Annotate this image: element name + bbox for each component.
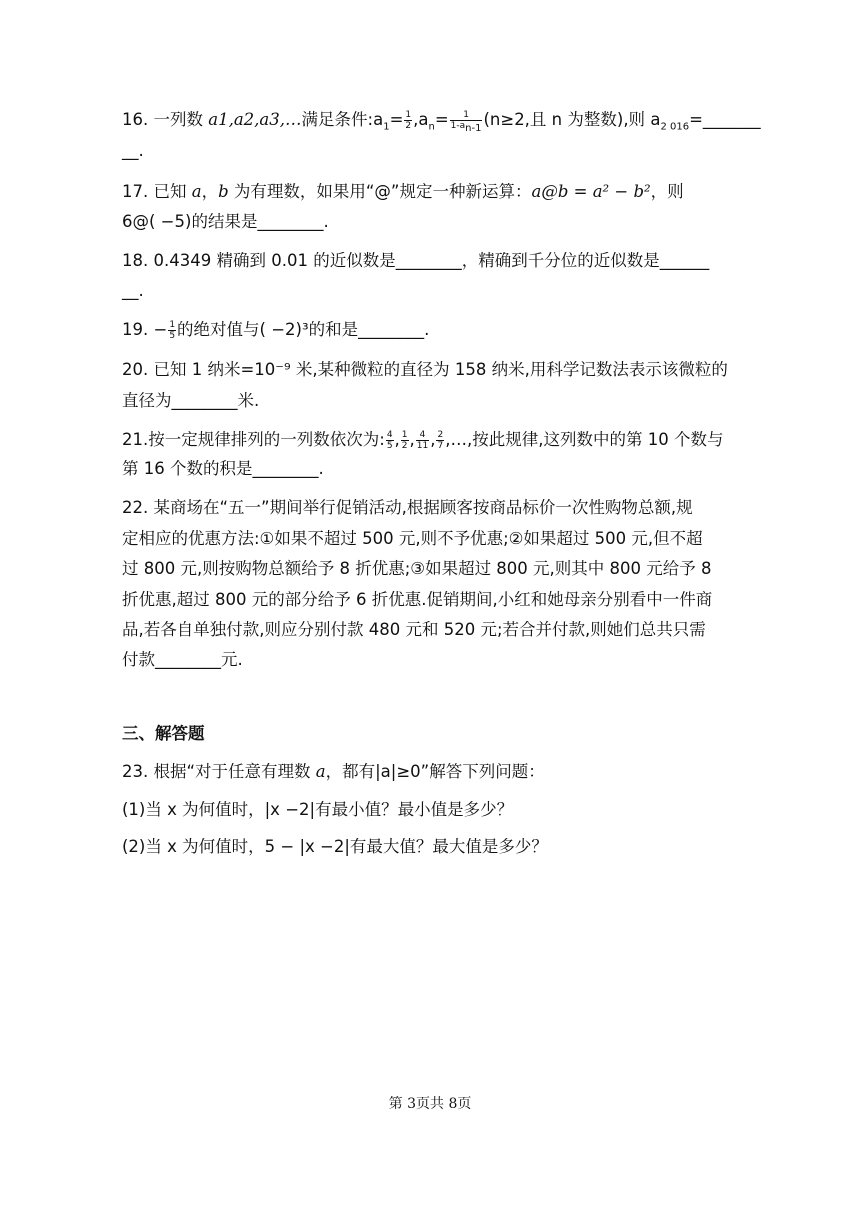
q16-seq-text: a1,a2,a3,… [208,110,302,129]
page-footer: 第 3页共 8页 [388,1096,472,1112]
question-16-continued: __. [122,141,144,160]
question-21-line-2: 第 16 个数的积是________. [122,459,324,478]
question-21: 21.按一定规律排列的一列数依次为: $\frac{4}{5}$ , $\frac{1}{2}$ , $\frac{4}{11}$ , $\frac{2}{7}$ ,…,按此规律,这列数中的第 10 个数与 [122,430,724,451]
q16-number: 16. [122,110,149,129]
question-20: 20. 已知 1 纳米=10⁻⁹ 米,某种微粒的直径为 158 纳米,用科学记数法表示该微粒的 [122,360,728,379]
fraction-4-5: $\frac{4}{5}$ [386,430,393,451]
question-22-line-4: 折优惠,超过 800 元的部分给予 6 折优惠.促销期间,小红和她母亲分别看中一件商 [122,590,713,609]
question-17-line-2: 6@( −5)的结果是________. [122,212,329,231]
fraction-1-2: $\frac{1}{2}$ [401,430,408,451]
q23-text-1: 23. 根据“对于任意有理数 [122,762,316,781]
fraction-one-fifth: $\frac{1}{5}$ [169,320,176,341]
fraction-2-7: $\frac{2}{7}$ [437,430,444,451]
section-heading: 三、解答题 [122,724,205,743]
question-18-line-2: __. [122,281,144,300]
question-22-line-2: 定相应的优惠方法:①如果不超过 500 元,则不予优惠;②如果超过 500 元,但不超 [122,529,703,548]
q17-var-b: b [218,182,229,201]
q16-definition: $a_1=$ $\frac{1}{2}$ $,a_n=$ $\frac{1}{1-a_{n-1}}$ [373,110,482,134]
q21-text: ,…,按此规律,这列数中的第 10 个数与 [445,430,724,449]
q16-text-2: 满足条件: [301,110,374,129]
fraction-one-half: $\frac{1}{2}$ [405,110,412,131]
q16-target: $a_{2 016}$ [650,110,690,133]
question-22-line-5: 品,若各自单独付款,则应分别付款 480 元和 520 元;若合并付款,则她们总共只需 [122,620,706,639]
question-23-part-1: (1)当 x 为何值时，|x −2|有最小值？最小值是多少？ [122,800,514,819]
question-22-line-1: 22. 某商场在“五一”期间举行促销活动,根据顾客按商品标价一次性购物总额,规 [122,498,693,517]
question-23 [122,760,545,784]
question-17 [122,180,684,204]
question-22-line-3: 过 800 元,则按购物总额给予 8 折优惠;③如果超过 800 元,则其中 800 元给予 8 [122,559,712,578]
q16-text-3: (n≥2,且 n 为整数),则 [483,110,651,129]
q17-comma: ， [201,182,219,201]
q23-text-2: ，都有|a|≥0”解答下列问题： [325,762,545,781]
fraction-4-11: $\frac{4}{11}$ [416,430,429,451]
q17-text-1: 17. 已知 [122,182,192,201]
q19-text: 的绝对值与( −2)³的和是________. [177,320,430,339]
question-18: 18. 0.4349 精确到 0.01 的近似数是________，精确到千分位的近似数是______ [122,251,710,270]
q17-text-3: ，则 [650,182,684,201]
question-16 [122,108,761,132]
q17-var-a: a [191,182,202,201]
q16-blank: =_______ [689,110,761,129]
q19-prefix: 19. − [122,320,168,339]
q17-formula: a@b = a² − b² [531,182,651,201]
q16-text-1: 一列数 [148,110,209,129]
q16-sequence [208,110,301,129]
question-23-part-2: (2)当 x 为何值时，5 − |x −2|有最大值？最大值是多少？ [122,837,548,856]
question-20-line-2: 直径为________米. [122,391,260,410]
question-22-line-6: 付款________元. [122,650,243,669]
q23-var-a: a [315,762,326,781]
question-19 [122,318,429,342]
fraction-recursive: $\frac{1}{1-a_{n-1}}$ [450,110,482,134]
q21-prefix: 21.按一定规律排列的一列数依次为: [122,430,385,449]
q17-text-2: 为有理数，如果用“@”规定一种新运算： [228,182,532,201]
